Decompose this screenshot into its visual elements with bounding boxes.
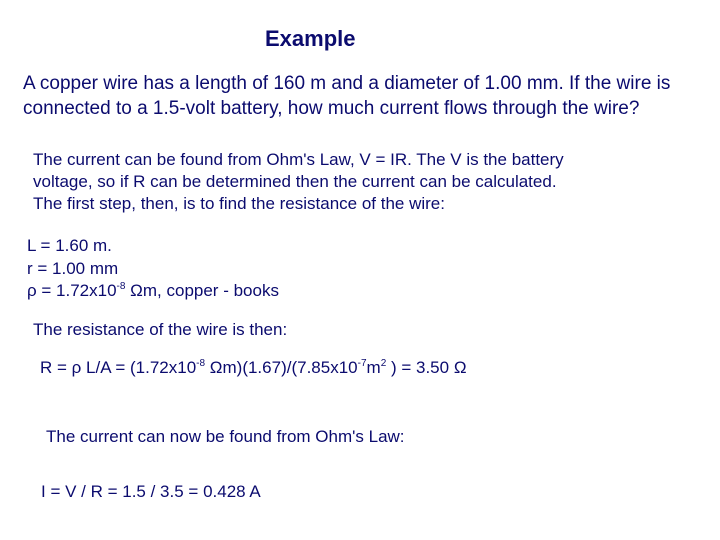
current-equation: I = V / R = 1.5 / 3.5 = 0.428 A — [41, 482, 261, 501]
eq-part-1: R = ρ L/A = (1.72x10 — [40, 358, 197, 377]
resistance-equation — [40, 358, 467, 378]
intro-line-3: The first step, then, is to find the resistance of the wire: — [33, 194, 445, 213]
given-resistivity — [27, 281, 279, 301]
eq-exponent-2: -7 — [357, 358, 367, 369]
eq-exponent-1: -8 — [196, 358, 206, 369]
given-radius: r = 1.00 mm — [27, 259, 119, 278]
resistivity-exponent: -8 — [116, 281, 126, 292]
resistivity-base: ρ = 1.72x10 — [27, 281, 117, 300]
page-title: Example — [265, 26, 356, 51]
question-line-1: A copper wire has a length of 160 m and a diameter of 1.00 mm. If the wire is — [23, 73, 671, 94]
eq-part-4: ) = 3.50 Ω — [386, 358, 467, 377]
intro-line-2: voltage, so if R can be determined then the current can be calculated. — [33, 172, 557, 191]
current-intro: The current can now be found from Ohm's Law: — [46, 427, 405, 446]
eq-exponent-3: 2 — [380, 358, 387, 369]
intro-line-1: The current can be found from Ohm's Law, V = IR. The V is the battery — [33, 150, 564, 169]
eq-part-2: Ωm)(1.67)/(7.85x10 — [205, 358, 358, 377]
given-length: L = 1.60 m. — [27, 236, 112, 255]
resistance-intro: The resistance of the wire is then: — [33, 320, 288, 339]
question-line-2: connected to a 1.5-volt battery, how much current flows through the wire? — [23, 98, 640, 119]
eq-part-3: m — [366, 358, 381, 377]
resistivity-unit: Ωm, copper - books — [125, 281, 279, 300]
